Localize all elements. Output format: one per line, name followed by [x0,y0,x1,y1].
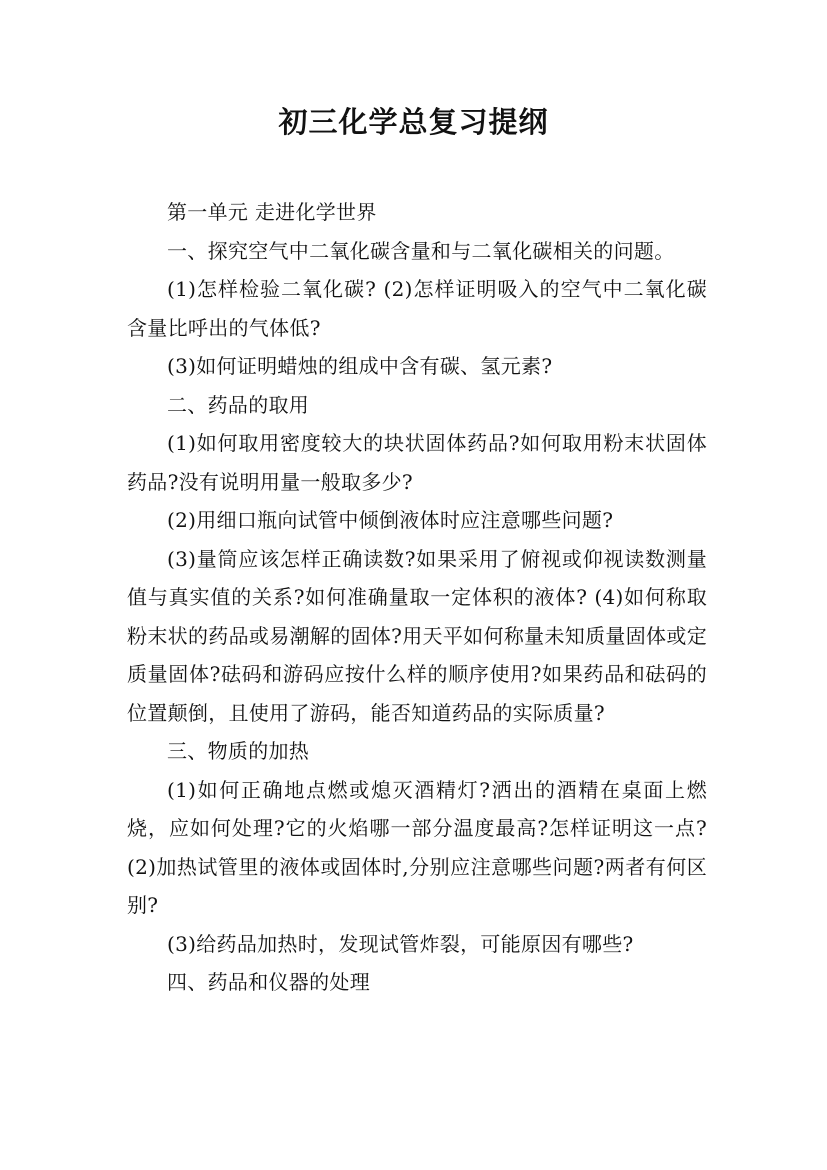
unit-heading: 第一单元 走进化学世界 [167,200,377,224]
paragraph: (1)如何取用密度较大的块状固体药品?如何取用粉末状固体药品?没有说明用量一般取多少? [127,431,707,494]
document-title: 初三化学总复习提纲 [278,105,549,139]
paragraph: (1)如何正确地点燃或熄灭酒精灯?洒出的酒精在桌面上燃烧，应如何处理?它的火焰哪一部分温度最高?怎样证明这一点?(2)加热试管里的液体或固体时,分别应注意哪些问题?两者有何区别? [127,777,707,917]
paragraph: (3)量筒应该怎样正确读数?如果采用了俯视或仰视读数测量值与真实值的关系?如何准确量取一定体积的液体? (4)如何称取粉末状的药品或易潮解的固体?用天平如何称量未知质量固体或定质量固体?砝码和游码应按什么样的顺序使用?如果药品和砝码的位置颠倒，且使用了游码，能否知道药品的实际质量? [127,546,707,725]
section-heading-4: 四、药品和仪器的处理 [167,970,370,994]
paragraph: (2)用细口瓶向试管中倾倒液体时应注意哪些问题? [167,508,614,532]
paragraph: (1)怎样检验二氧化碳? (2)怎样证明吸入的空气中二氧化碳含量比呼出的气体低? [127,277,707,340]
paragraph: (3)如何证明蜡烛的组成中含有碳、氢元素? [167,354,553,378]
section-heading-1: 一、探究空气中二氧化碳含量和与二氧化碳相关的问题。 [167,238,675,263]
document-body [127,193,707,1002]
section-heading-2: 二、药品的取用 [167,392,310,417]
paragraph: (3)给药品加热时，发现试管炸裂，可能原因有哪些? [167,931,634,956]
section-heading-3: 三、物质的加热 [167,739,310,763]
